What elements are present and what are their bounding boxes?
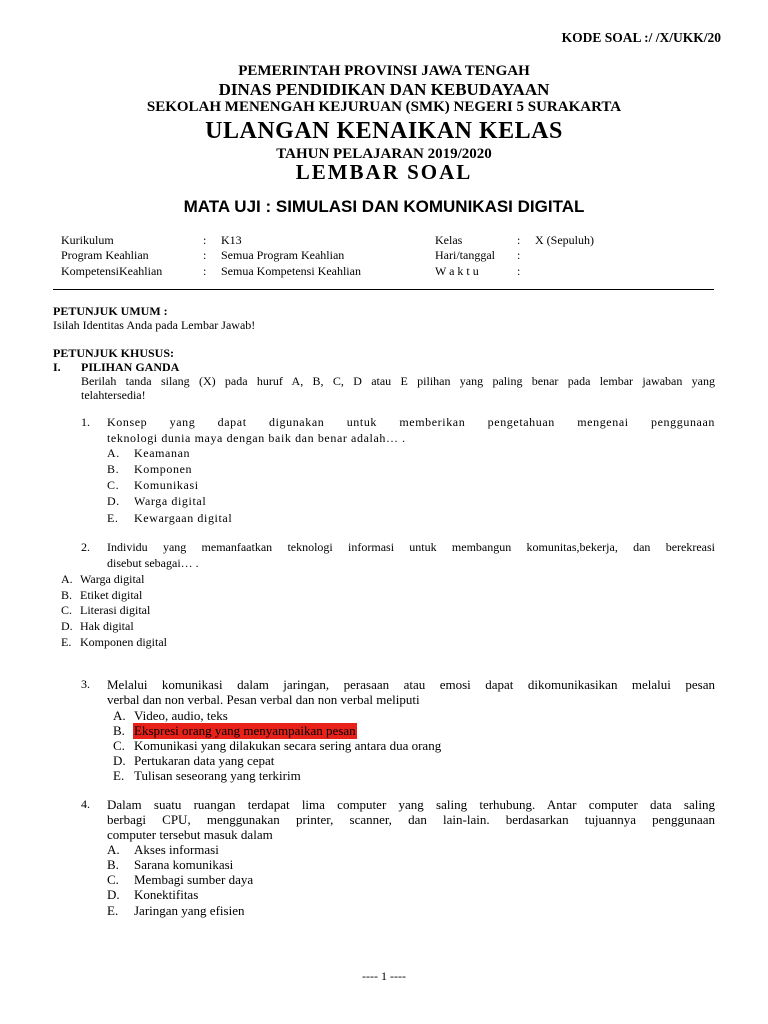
option-text: Tulisan seseorang yang terkirim xyxy=(134,768,301,783)
info-label: KompetensiKeahlian xyxy=(61,264,163,278)
question-number: 2. xyxy=(81,540,90,554)
option-letter: A. xyxy=(61,572,73,586)
option-letter: B. xyxy=(113,723,125,738)
petunjuk-umum-text: Isilah Identitas Anda pada Lembar Jawab! xyxy=(53,318,256,332)
option-text: Pertukaran data yang cepat xyxy=(134,753,275,768)
question-text: Individu yang memanfaatkan teknologi informasi untuk membangun komunitas,bekerja, dan berekreasi xyxy=(107,540,715,554)
info-label: Kurikulum xyxy=(61,233,114,247)
question-text: teknologi dunia maya dengan baik dan benar adalah… . xyxy=(107,431,406,445)
header-line-2: DINAS PENDIDIKAN DAN KEBUDAYAAN xyxy=(218,80,550,99)
option-letter: C. xyxy=(113,738,125,753)
mata-uji: MATA UJI : SIMULASI DAN KOMUNIKASI DIGITAL xyxy=(183,197,585,216)
header-line-3: SEKOLAH MENENGAH KEJURUAN (SMK) NEGERI 5 SURAKARTA xyxy=(146,99,622,115)
option-letter: A. xyxy=(113,708,126,723)
question-text: berbagi CPU, menggunakan printer, scanner, dan lain-lain. berdasarkan tujuannya penggunaan xyxy=(107,812,715,827)
option-letter: A. xyxy=(107,446,120,460)
instruction-line: Berilah tanda silang (X) pada huruf A, B, C, D atau E pilihan yang paling benar pada lembar jawaban yang xyxy=(81,374,715,388)
option-text: Video, audio, teks xyxy=(134,708,228,723)
option-text: Kewargaan digital xyxy=(134,511,233,525)
exam-title: ULANGAN KENAIKAN KELAS xyxy=(205,118,563,144)
info-label: Kelas xyxy=(435,233,463,247)
question-number: 4. xyxy=(81,797,90,811)
divider xyxy=(53,289,714,290)
petunjuk-umum-title: PETUNJUK UMUM : xyxy=(53,304,168,318)
option-text: Konektifitas xyxy=(134,887,199,902)
highlighted-answer: Ekspresi orang yang menyampaikan pesan xyxy=(134,723,356,738)
option-letter: E. xyxy=(107,511,119,525)
option-text: Jaringan yang efisien xyxy=(134,903,245,918)
section-title: PILIHAN GANDA xyxy=(81,360,180,374)
question-text: Dalam suatu ruangan terdapat lima computer yang saling terhubung. Antar computer data saling xyxy=(107,797,715,812)
option-text: Literasi digital xyxy=(80,603,151,617)
option-letter: A. xyxy=(107,842,120,857)
option-letter: E. xyxy=(113,768,125,783)
question-text: verbal dan non verbal. Pesan verbal dan non verbal meliputi xyxy=(107,692,420,707)
option-text: Komponen digital xyxy=(80,635,167,649)
option-text: Sarana komunikasi xyxy=(134,857,234,872)
option-letter: C. xyxy=(61,603,73,617)
option-text: Komunikasi yang dilakukan secara sering antara dua orang xyxy=(134,738,442,753)
question-text: disebut sebagai… . xyxy=(107,556,199,570)
page-number: ---- 1 ---- xyxy=(362,969,406,983)
option-letter: B. xyxy=(107,857,119,872)
instruction-line: telahtersedia! xyxy=(81,388,146,402)
info-sep: : xyxy=(203,233,207,247)
info-sep: : xyxy=(203,264,207,278)
option-letter: D. xyxy=(107,494,120,508)
info-sep: : xyxy=(517,248,521,262)
info-label: Hari/tanggal xyxy=(435,248,495,262)
question-text: Melalui komunikasi dalam jaringan, perasaan atau emosi dapat dikomunikasikan melalui pesan xyxy=(107,677,715,692)
option-text: Etiket digital xyxy=(80,588,143,602)
option-letter: E. xyxy=(61,635,72,649)
question-text: Konsep yang dapat digunakan untuk memberikan pengetahuan mengenai penggunaan xyxy=(107,415,715,429)
info-value: K13 xyxy=(221,233,242,247)
info-sep: : xyxy=(517,233,521,247)
option-letter: B. xyxy=(61,588,73,602)
option-letter: C. xyxy=(107,872,119,887)
question-number: 1. xyxy=(81,415,90,429)
option-letter: D. xyxy=(113,753,126,768)
info-value: Semua Kompetensi Keahlian xyxy=(221,264,361,278)
option-text: Akses informasi xyxy=(134,842,219,857)
sheet-title: LEMBAR SOAL xyxy=(295,160,473,184)
option-text: Membagi sumber daya xyxy=(134,872,254,887)
option-text: Warga digital xyxy=(80,572,145,586)
option-letter: D. xyxy=(107,887,120,902)
info-value: X (Sepuluh) xyxy=(535,233,594,247)
section-number: I. xyxy=(53,360,61,374)
option-text: Hak digital xyxy=(80,619,134,633)
option-text: Warga digital xyxy=(134,494,207,508)
option-text: Komunikasi xyxy=(134,478,199,492)
option-text: Keamanan xyxy=(134,446,191,460)
question-text: computer tersebut masuk dalam xyxy=(107,827,273,842)
question-number: 3. xyxy=(81,677,90,691)
info-label: Program Keahlian xyxy=(61,248,149,262)
option-letter: D. xyxy=(61,619,73,633)
header-line-1: PEMERINTAH PROVINSI JAWA TENGAH xyxy=(238,63,530,79)
info-label: W a k t u xyxy=(435,264,479,278)
option-text: Komponen xyxy=(134,462,193,476)
option-letter: B. xyxy=(107,462,120,476)
option-letter: E. xyxy=(107,903,119,918)
info-value: Semua Program Keahlian xyxy=(221,248,345,262)
option-letter: C. xyxy=(107,478,120,492)
info-sep: : xyxy=(517,264,521,278)
info-sep: : xyxy=(203,248,207,262)
petunjuk-khusus-title: PETUNJUK KHUSUS: xyxy=(53,346,175,360)
kode-soal: KODE SOAL :/ /X/UKK/20 xyxy=(561,30,721,45)
academic-year: TAHUN PELAJARAN 2019/2020 xyxy=(276,146,492,162)
